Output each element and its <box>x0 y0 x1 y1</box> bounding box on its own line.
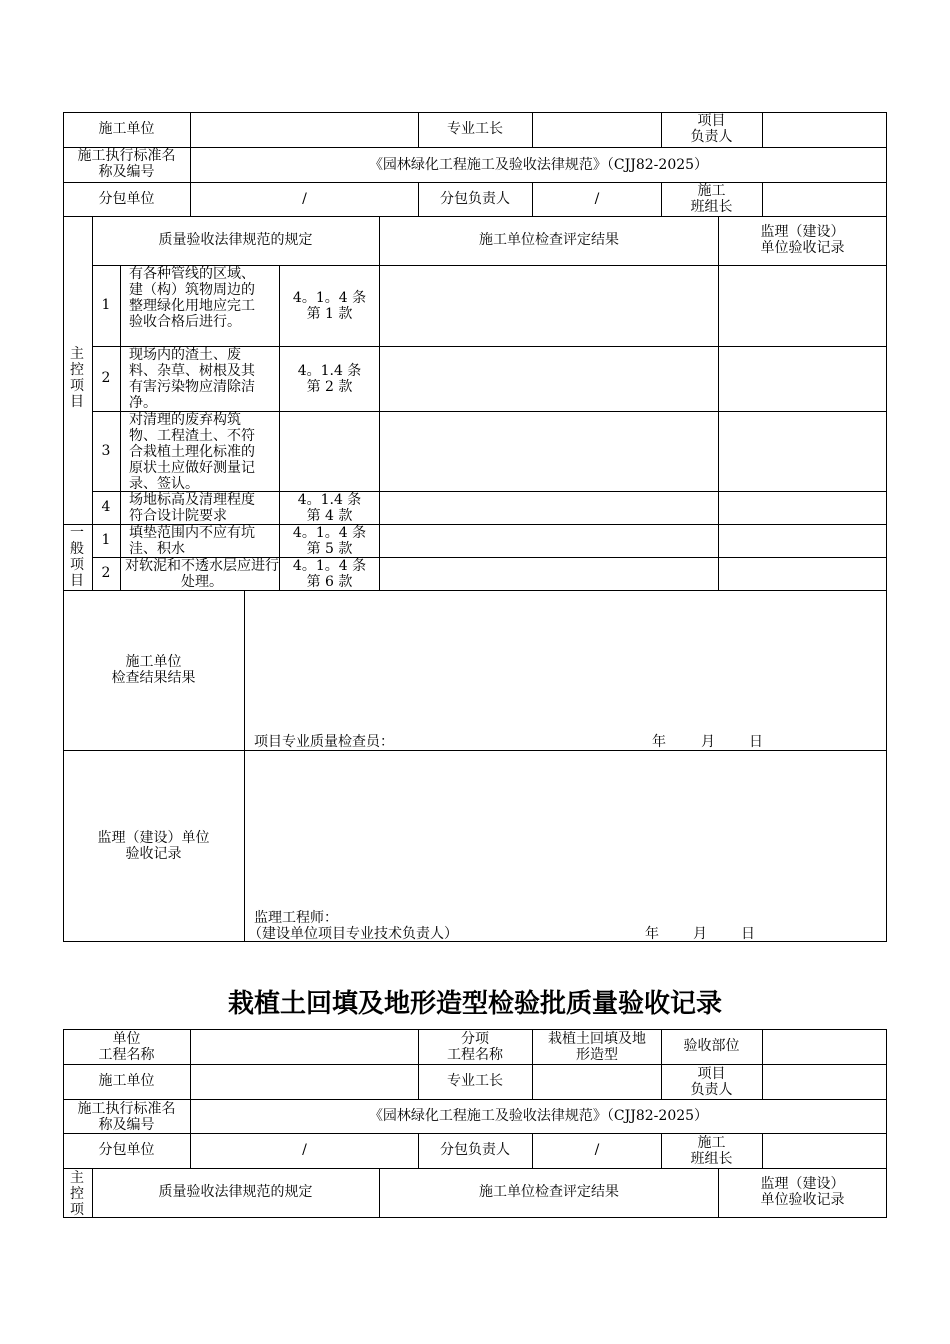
standard-label-line1: 施工执行标准名 <box>77 148 176 164</box>
team-lead-value[interactable] <box>763 183 886 216</box>
item-2-no: 2 <box>101 370 111 386</box>
project-lead-label <box>661 113 762 147</box>
project-lead-line1: 项目 <box>697 113 726 129</box>
item-3-result[interactable] <box>380 412 718 491</box>
item-1-record[interactable] <box>719 266 886 346</box>
item-2-record[interactable] <box>719 347 886 411</box>
bottom-team-lead-line1: 施工 <box>697 1135 726 1151</box>
standard-label <box>63 148 190 182</box>
item-4-ref1: 4。1.4 条 <box>297 492 362 508</box>
item-2-ref <box>280 363 379 395</box>
item-1-no: 1 <box>101 297 111 313</box>
bottom-sub-unit-label: 分包单位 <box>98 1142 155 1158</box>
general-item-2-result[interactable] <box>380 558 718 590</box>
general-group-label: 一般项目 <box>70 525 84 589</box>
item-1-result[interactable] <box>380 266 718 346</box>
sub-project-line2: 工程名称 <box>447 1047 503 1063</box>
bottom-team-lead-line2: 班组长 <box>690 1151 733 1167</box>
sub-unit-label: 分包单位 <box>98 191 155 207</box>
inspector-date-year: 年 <box>652 734 666 750</box>
sub-lead-label: 分包负责人 <box>440 191 510 207</box>
general-item-2-ref <box>280 558 379 590</box>
main-group-label: 主控项目 <box>70 346 84 410</box>
engineer-label: 监理工程师： <box>254 910 338 926</box>
item-4-ref2: 第 4 款 <box>306 508 353 524</box>
bottom-standard-value: 《园林绿化工程施工及验收法律规范》（CJJ82-2025） <box>368 1108 709 1124</box>
foreman-value[interactable] <box>533 113 660 147</box>
engineer-date-month: 月 <box>693 926 707 942</box>
project-lead-line2: 负责人 <box>690 129 733 145</box>
sub-unit-value[interactable]: / <box>302 191 307 207</box>
item-4-record[interactable] <box>719 492 886 524</box>
general-item-1-record[interactable] <box>719 525 886 557</box>
unit-project-label <box>63 1031 190 1063</box>
sub-project-label <box>418 1031 532 1063</box>
acceptance-part-label: 验收部位 <box>683 1038 740 1054</box>
sub-project-value-line1: 栽植土回填及地 <box>548 1031 646 1047</box>
item-3-text: 对清理的废弃构筑物、工程渣土、不符合栽植土理化标准的原状土应做好测量记录、签认。 <box>129 412 255 492</box>
general-item-2-text: 对软泥和不透水层应进行处理。 <box>125 558 279 590</box>
general-item-2-record[interactable] <box>719 558 886 590</box>
general-item-1-result[interactable] <box>380 525 718 557</box>
check-result-area[interactable] <box>245 591 886 731</box>
bottom-project-lead-value[interactable] <box>763 1065 886 1099</box>
standard-label-line2: 称及编号 <box>98 164 155 180</box>
team-lead-line1: 施工 <box>697 183 726 199</box>
supervision-header-line1: 监理（建设） <box>760 224 845 240</box>
general-item-2-ref2: 第 6 款 <box>306 574 353 590</box>
bottom-project-lead-line1: 项目 <box>697 1066 726 1082</box>
team-lead-line2: 班组长 <box>690 199 733 215</box>
bottom-supervision-header-line1: 监理（建设） <box>760 1176 845 1192</box>
general-item-1-ref1: 4。1。4 条 <box>292 525 367 541</box>
result-header: 施工单位检查评定结果 <box>479 232 619 248</box>
item-1-text: 有各种管线的区域、建（构）筑物周边的整理绿化用地应完工验收合格后进行。 <box>129 266 255 330</box>
bottom-supervision-header-line2: 单位验收记录 <box>760 1192 845 1208</box>
check-result-label <box>63 654 244 686</box>
item-4-result[interactable] <box>380 492 718 524</box>
bottom-construction-unit-label: 施工单位 <box>98 1073 155 1089</box>
supervision-record-label <box>63 830 244 862</box>
bottom-team-lead-value[interactable] <box>763 1134 886 1168</box>
unit-project-line1: 单位 <box>112 1031 141 1047</box>
bottom-foreman-label: 专业工长 <box>447 1073 503 1089</box>
item-4-no: 4 <box>101 499 111 515</box>
unit-project-line2: 工程名称 <box>98 1047 155 1063</box>
supervision-header <box>719 224 886 264</box>
bottom-form <box>0 1020 950 1230</box>
page-title: 栽植土回填及地形造型检验批质量验收记录 <box>227 989 722 1019</box>
rule-header: 质量验收法律规范的规定 <box>158 232 313 248</box>
engineer-note: （建设单位项目专业技术负责人） <box>248 926 458 942</box>
bottom-standard-label <box>63 1101 190 1133</box>
item-2-ref2: 第 2 款 <box>306 379 353 395</box>
standard-value: 《园林绿化工程施工及验收法律规范》（CJJ82-2025） <box>368 157 709 173</box>
bottom-team-lead-label <box>661 1135 762 1167</box>
engineer-date-year: 年 <box>645 926 659 942</box>
construction-unit-label: 施工单位 <box>98 121 155 137</box>
foreman-label: 专业工长 <box>447 121 503 137</box>
check-result-line2: 检查结果结果 <box>111 670 196 686</box>
supervision-record-line1: 监理（建设）单位 <box>97 830 210 846</box>
item-2-text: 现场内的渣土、废料、杂草、树根及其有害污染物应清除洁净。 <box>129 347 255 411</box>
item-3-no: 3 <box>101 443 111 459</box>
bottom-construction-unit-value[interactable] <box>191 1065 417 1099</box>
check-result-line1: 施工单位 <box>125 654 182 670</box>
unit-project-value[interactable] <box>191 1030 417 1064</box>
bottom-rule-header: 质量验收法律规范的规定 <box>158 1184 313 1200</box>
bottom-foreman-value[interactable] <box>533 1065 660 1099</box>
inspector-date-day: 日 <box>749 734 763 750</box>
item-1-ref1: 4。1。4 条 <box>292 290 367 306</box>
bottom-standard-label-line2: 称及编号 <box>98 1117 155 1133</box>
inspector-label: 项目专业质量检查员： <box>254 734 394 750</box>
general-item-1-no: 1 <box>101 532 111 548</box>
bottom-main-group-label: 主控项 <box>70 1170 84 1218</box>
general-item-1-text: 填垫范围内不应有坑洼、积水 <box>129 525 255 557</box>
supervision-header-line2: 单位验收记录 <box>760 240 845 256</box>
sub-project-value[interactable] <box>533 1031 661 1063</box>
bottom-project-lead-label <box>661 1066 762 1098</box>
team-lead-label <box>661 183 762 216</box>
item-2-result[interactable] <box>380 347 718 411</box>
general-item-2-no: 2 <box>101 565 111 581</box>
sub-project-line1: 分项 <box>461 1031 489 1047</box>
bottom-standard-label-line1: 施工执行标准名 <box>77 1101 176 1117</box>
construction-unit-value[interactable] <box>191 113 417 147</box>
bottom-project-lead-line2: 负责人 <box>690 1082 733 1098</box>
item-1-ref2: 第 1 款 <box>306 306 353 322</box>
bottom-sub-lead-label: 分包负责人 <box>440 1142 510 1158</box>
general-item-2-ref1: 4。1。4 条 <box>292 558 367 574</box>
bottom-result-header: 施工单位检查评定结果 <box>479 1184 619 1200</box>
sub-lead-value[interactable]: / <box>594 191 600 207</box>
item-4-text: 场地标高及清理程度符合设计院要求 <box>129 492 255 524</box>
item-4-ref <box>280 492 379 524</box>
item-1-ref <box>280 290 379 322</box>
bottom-supervision-header <box>719 1176 886 1208</box>
project-lead-value[interactable] <box>763 113 886 147</box>
sub-project-value-line2: 形造型 <box>576 1047 618 1063</box>
bottom-sub-lead-value[interactable]: / <box>594 1142 600 1158</box>
acceptance-part-value[interactable] <box>763 1030 886 1064</box>
engineer-date-day: 日 <box>741 926 755 942</box>
item-2-ref1: 4。1.4 条 <box>297 363 362 379</box>
bottom-sub-unit-value[interactable]: / <box>302 1142 307 1158</box>
inspector-date-month: 月 <box>701 734 715 750</box>
supervision-record-area[interactable] <box>245 751 886 901</box>
supervision-record-line2: 验收记录 <box>125 846 182 862</box>
general-item-1-ref <box>280 525 379 557</box>
general-item-1-ref2: 第 5 款 <box>306 541 353 557</box>
item-3-record[interactable] <box>719 412 886 491</box>
